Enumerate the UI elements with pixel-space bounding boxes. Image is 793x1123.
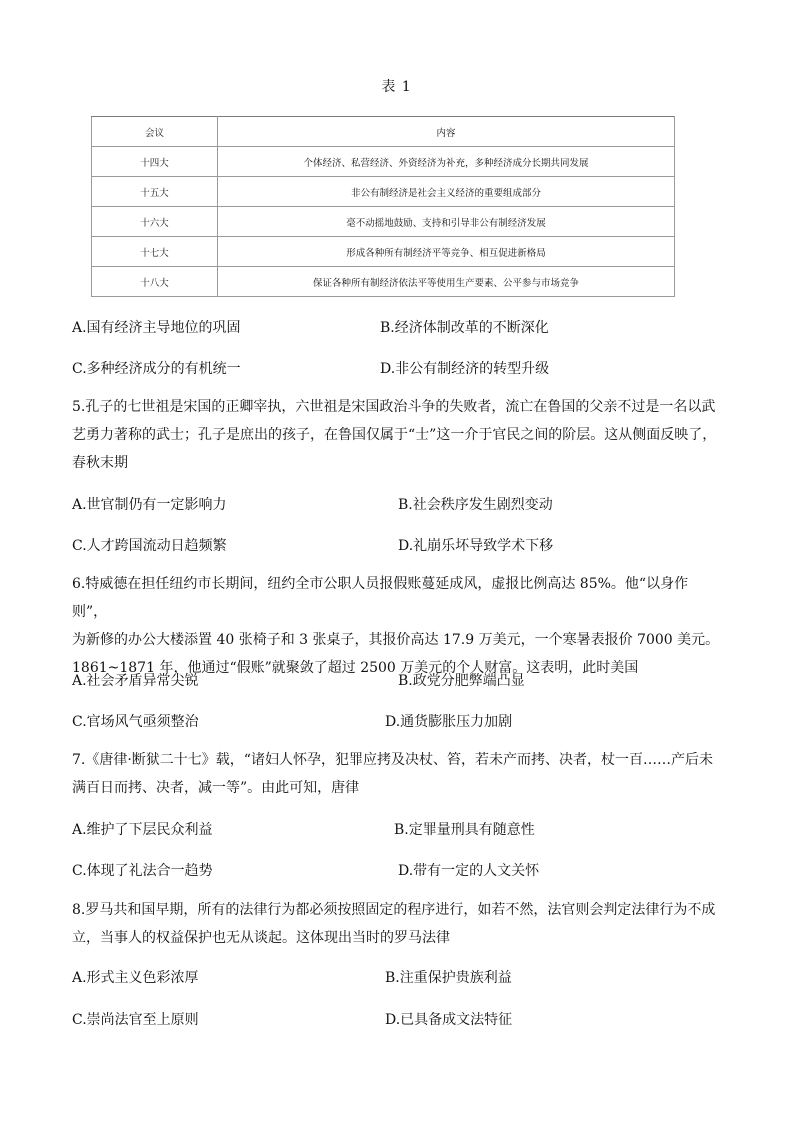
table-cell-content: 毫不动摇地鼓励、支持和引导非公有制经济发展 (218, 207, 675, 237)
table-row (92, 177, 675, 207)
question-5-line: 春秋末期 (72, 455, 128, 471)
q4-option-c: C.多种经济成分的有机统一 (72, 361, 241, 377)
q6-option-b: B.政党分肥弊端凸显 (398, 673, 525, 689)
question-6-line: 6.特威德在担任纽约市长期间，纽约全市公职人员报假账蔓延成风，虚报比例高达 85%。他“以身作则”， (72, 576, 689, 620)
q5-option-c: C.人才跨国流动日趋频繁 (72, 538, 227, 554)
q6-option-c: C.官场风气亟须整治 (72, 714, 199, 730)
question-8-line: 立，当事人的权益保护也无从谈起。这体现出当时的罗马法律 (72, 930, 450, 946)
q8-option-b: B.注重保护贵族利益 (385, 970, 512, 986)
question-6-line: 为新修的办公大楼添置 40 张椅子和 3 张桌子，其报价高达 17.9 万美元，一个寒暑表报价 7000 美元。 (72, 632, 720, 648)
table-cell-content: 保证各种所有制经济依法平等使用生产要素、公平参与市场竞争 (218, 267, 675, 297)
q8-option-a: A.形式主义色彩浓厚 (72, 970, 199, 986)
q5-option-d: D.礼崩乐坏导致学术下移 (398, 538, 554, 554)
table-cell-content: 个体经济、私营经济、外资经济为补充，多种经济成分长期共同发展 (218, 147, 675, 177)
q7-option-d: D.带有一定的人文关怀 (398, 863, 540, 879)
question-5-stem (72, 393, 722, 477)
q4-option-a: A.国有经济主导地位的巩固 (72, 320, 241, 336)
meetings-table (91, 116, 675, 297)
q7-option-a: A.维护了下层民众利益 (72, 822, 213, 838)
question-5-line: 5.孔子的七世祖是宋国的正卿宰执，六世祖是宋国政治斗争的失败者，流亡在鲁国的父亲不过是一名以武 (72, 399, 716, 415)
q6-option-d: D.通货膨胀压力加剧 (385, 714, 513, 730)
q6-option-a: A.社会矛盾异常尖锐 (72, 673, 199, 689)
question-6-line: 1861~1871 年，他通过“假账”就聚敛了超过 2500 万美元的个人财富。这表明，此时美国 (72, 660, 639, 676)
question-8-line: 8.罗马共和国早期，所有的法律行为都必须按照固定的程序进行，如若不然，法官则会判定法律行为不成 (72, 902, 716, 918)
q4-option-d: D.非公有制经济的转型升级 (380, 361, 550, 377)
q5-option-b: B.社会秩序发生剧烈变动 (398, 497, 553, 513)
q8-option-d: D.已具备成文法特征 (385, 1012, 513, 1028)
table-row (92, 267, 675, 297)
table-cell-content: 非公有制经济是社会主义经济的重要组成部分 (218, 177, 675, 207)
question-6-stem (72, 570, 722, 682)
question-8-stem (72, 896, 722, 952)
table-row (92, 207, 675, 237)
table-cell-meeting: 十五大 (92, 177, 218, 207)
table-cell-meeting: 十四大 (92, 147, 218, 177)
table-caption: 表 1 (381, 79, 412, 95)
question-7-line: 7.《唐律·断狱二十七》载，“诸妇人怀孕，犯罪应拷及决杖、笞，若未产而拷、决者，杖一百……产后未 (72, 752, 713, 768)
table-row (92, 147, 675, 177)
q5-option-a: A.世官制仍有一定影响力 (72, 497, 227, 513)
question-7-stem (72, 746, 722, 802)
table-cell-content: 形成各种所有制经济平等竞争、相互促进新格局 (218, 237, 675, 267)
column-header-meeting: 会议 (92, 117, 218, 147)
table-header-row (92, 117, 675, 147)
table-cell-meeting: 十六大 (92, 207, 218, 237)
table-cell-meeting: 十七大 (92, 237, 218, 267)
q7-option-b: B.定罪量刑具有随意性 (394, 822, 535, 838)
q7-option-c: C.体现了礼法合一趋势 (72, 863, 213, 879)
q8-option-c: C.崇尚法官至上原则 (72, 1012, 199, 1028)
table-cell-meeting: 十八大 (92, 267, 218, 297)
table-row (92, 237, 675, 267)
question-5-line: 艺勇力著称的武士；孔子是庶出的孩子，在鲁国仅属于“士”这一介于官民之间的阶层。这从侧面反映了， (72, 427, 717, 443)
question-7-line: 满百日而拷、决者，减一等”。由此可知，唐律 (72, 780, 360, 796)
q4-option-b: B.经济体制改革的不断深化 (380, 320, 549, 336)
column-header-content: 内容 (218, 117, 675, 147)
